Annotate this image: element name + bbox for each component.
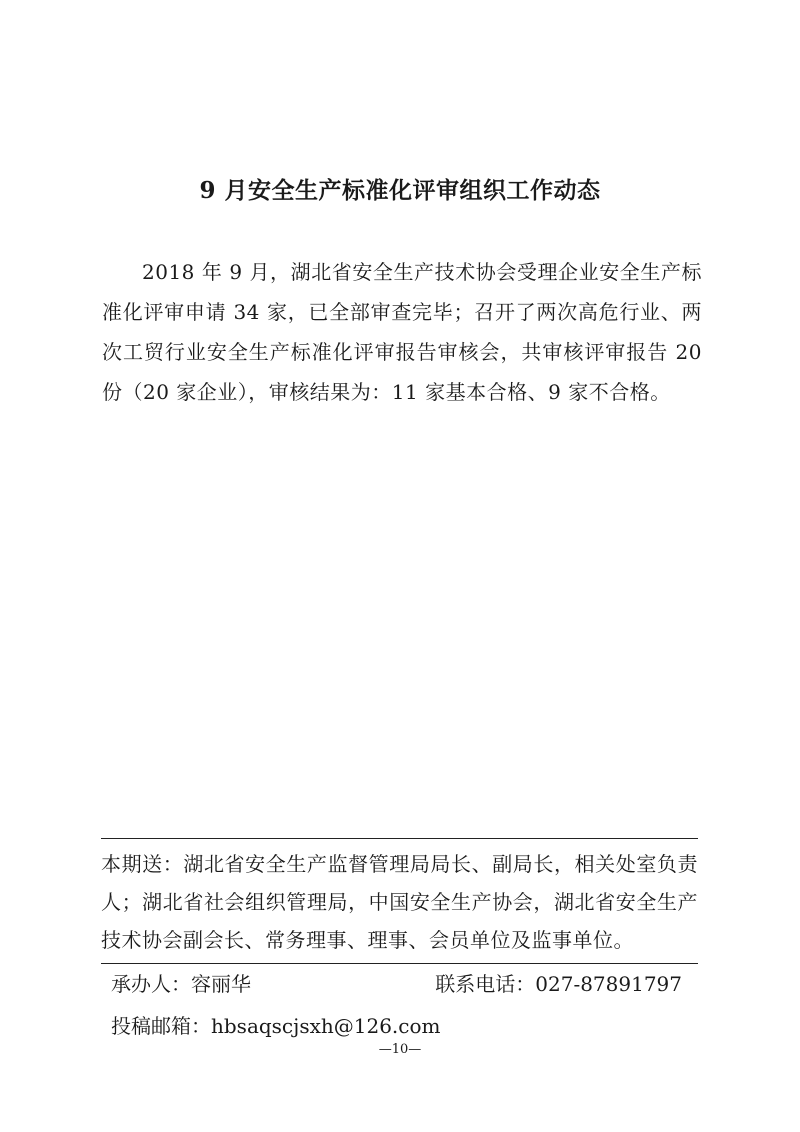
handler-name: 承办人：容丽华 bbox=[111, 972, 251, 996]
contact-row bbox=[101, 964, 698, 1004]
contact-phone: 联系电话：027-87891797 bbox=[435, 972, 682, 996]
submission-email: 投稿邮箱：hbsaqscjsxh@126.com bbox=[111, 1014, 441, 1038]
body-paragraph: 2018 年 9 月，湖北省安全生产技术协会受理企业安全生产标准化评审申请 34 家，已全部审查完毕；召开了两次高危行业、两次工贸行业安全生产标准化评审报告审核会，共审核评审报告 20 份（20 家企业），审核结果为：11 家基本合格、9 家不合格。 bbox=[102, 260, 702, 404]
document-title: 9 月安全生产标准化评审组织工作动态 bbox=[199, 177, 601, 204]
page-number: —10— bbox=[378, 1042, 422, 1057]
distribution-list: 本期送：湖北省安全生产监督管理局局长、副局长，相关处室负责人；湖北省社会组织管理局，中国安全生产协会，湖北省安全生产技术协会副会长、常务理事、理事、会员单位及监事单位。 bbox=[101, 852, 698, 952]
footer-block bbox=[101, 838, 698, 1048]
